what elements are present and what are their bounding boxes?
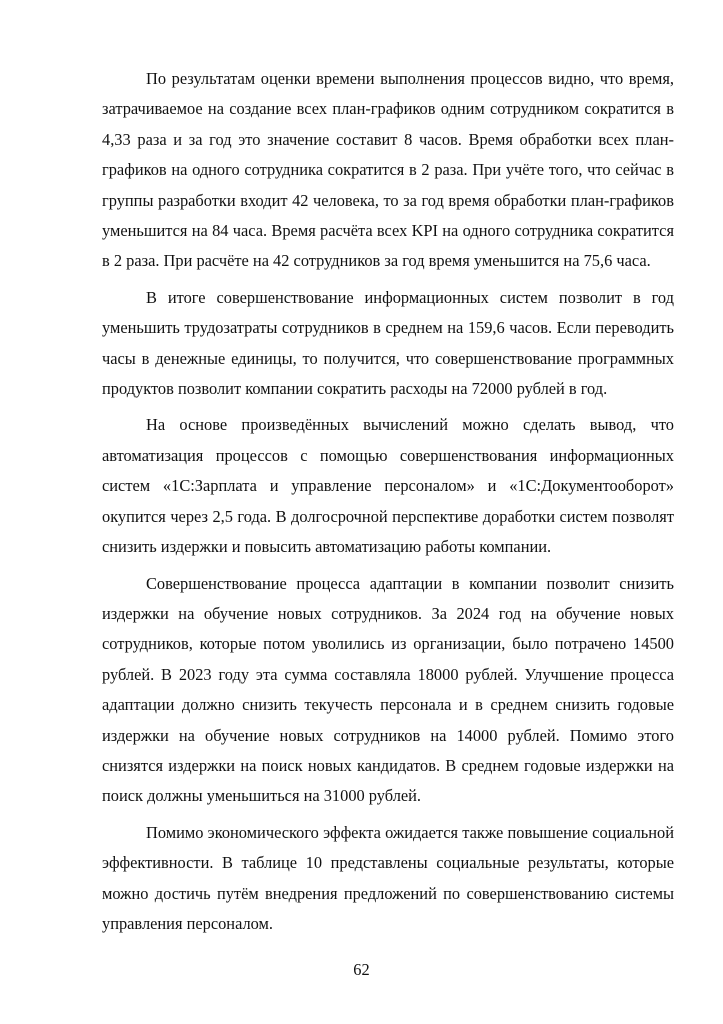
paragraph: Совершенствование процесса адаптации в компании позволит снизить издержки на обучение новых сотрудников. За 2024 год на обучение новых сотрудников, которые потом уволились из организации, было потрачено 14500 рублей. В 2023 году эта сумма составляла 18000 рублей. Улучшение процесса адаптации должно снизить текучесть персонала и в среднем снизить годовые издержки на обучение новых сотрудников на 14000 рублей. Помимо этого снизятся издержки на поиск новых кандидатов. В среднем годовые издержки на поиск должны уменьшиться на 31000 рублей. [102,573,674,806]
paragraph: По результатам оценки времени выполнения процессов видно, что время, затрачиваемое на создание всех план-графиков одним сотрудником сократится в 4,33 раза и за год это значение составит 8 часов. Время обработки всех план-графиков на одного сотрудника сократится в 2 раза. При учёте того, что сейчас в группы разработки входит 42 человека, то за год время обработки план-графиков уменьшится на 84 часа. Время расчёта всех KPI на одного сотрудника сократится в 2 раза. При расчёте на 42 сотрудников за год время уменьшится на 75,6 часа. [102,69,674,271]
paragraph: В итоге совершенствование информационных систем позволит в год уменьшить трудозатраты сотрудников в среднем на 159,6 часов. Если переводить часы в денежные единицы, то получится, что совершенствование программных продуктов позволит компании сократить расходы на 72000 рублей в год. [102,287,674,399]
paragraph: Помимо экономического эффекта ожидается также повышение социальной эффективности. В таблице 10 представлены социальные результаты, которые можно достичь путём внедрения предложений по совершенствованию системы управления персоналом. [102,822,674,933]
page-number: 62 [353,960,370,979]
body-text [102,64,674,945]
paragraph: На основе произведённых вычислений можно сделать вывод, что автоматизация процессов с помощью совершенствования информационных систем «1С:Зарплата и управление персоналом» и «1С:Документооборот» окупится через 2,5 года. В долгосрочной перспективе доработки систем позволят снизить издержки и повысить автоматизацию работы компании. [102,415,674,557]
